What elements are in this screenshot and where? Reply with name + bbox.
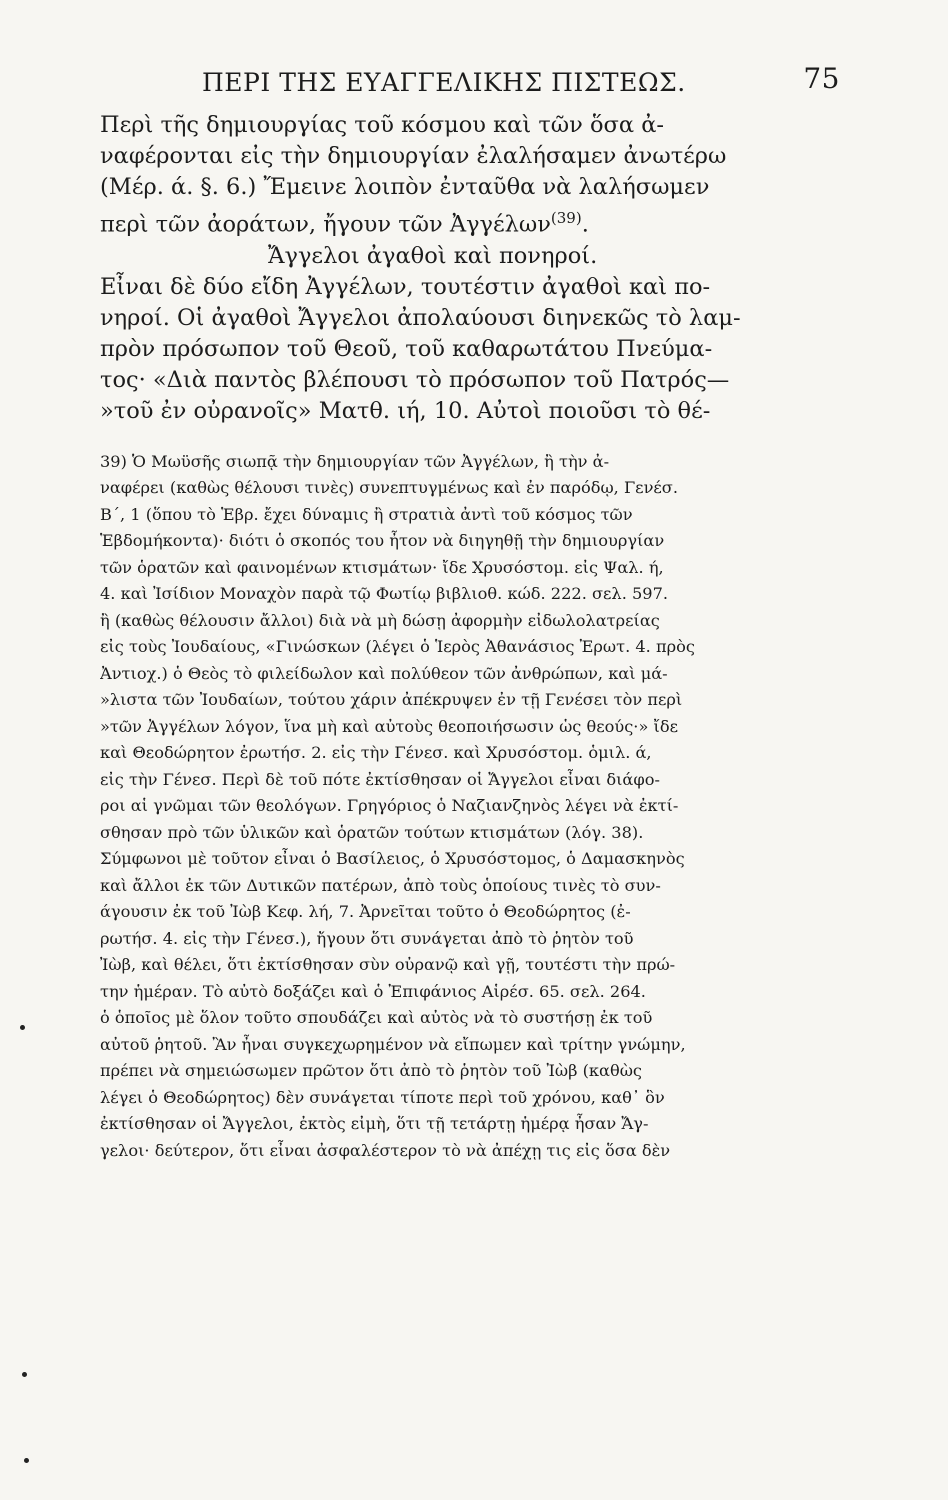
footnote-line: Ἑβδομήκοντα)· διότι ὁ σκοπός του ἦτον νὰ διηγηθῇ τὴν δημιουργίαν: [100, 531, 665, 550]
footnote-line: άγουσιν ἐκ τοῦ Ἰὼβ Κεφ. λή, 7. Ἀρνεῖται τοῦτο ὁ Θεοδώρητος (ἐ-: [100, 902, 631, 921]
footnote-line: ὁ ὁποῖος μὲ ὅλον τοῦτο σπουδάζει καὶ αὐτὸς νὰ τὸ συστήσῃ ἐκ τοῦ: [100, 1008, 653, 1027]
page-number: 75: [803, 62, 840, 95]
footnote-line: αὐτοῦ ῥητοῦ. Ἂν ἦναι συγκεχωρημένον νὰ εἴπωμεν καὶ τρίτην γνώμην,: [100, 1034, 686, 1054]
footnote-line: ἐκτίσθησαν οἱ Ἄγγελοι, ἐκτὸς εἰμὴ, ὅτι τῇ τετάρτῃ ἡμέρᾳ ἦσαν Ἄγ-: [100, 1114, 649, 1133]
footnote-line: »λιστα τῶν Ἰουδαίων, τούτου χάριν ἀπέκρυψεν ἐν τῇ Γενέσει τὸν περὶ: [100, 690, 683, 709]
footnote-line: ναφέρει (καθὼς θέλουσι τινὲς) συνεπτυγμένως καὶ ἐν παρόδῳ, Γενέσ.: [100, 478, 678, 497]
text-line: ναφέρονται εἰς τὴν δημιουργίαν ἐλαλήσαμεν ἀνωτέρω: [100, 143, 727, 169]
footnote-line: Σύμφωνοι μὲ τοῦτον εἶναι ὁ Βασίλειος, ὁ Χρυσόστομος, ὁ Δαμασκηνὸς: [100, 849, 685, 868]
text-fragment: .: [581, 211, 589, 238]
footnote-line: λέγει ὁ Θεοδώρητος) δὲν συνάγεται τίποτε περὶ τοῦ χρόνου, καθ᾽ ὃν: [100, 1087, 665, 1107]
footnote-line: καὶ Θεοδώρητον ἐρωτήσ. 2. εἰς τὴν Γένεσ. καὶ Χρυσόστομ. ὁμιλ. ά,: [100, 743, 652, 762]
footnote-reference: (39): [550, 209, 582, 227]
footnote-line: τῶν ὁρατῶν καὶ φαινομένων κτισμάτων· ἴδε Χρυσόστομ. εἰς Ψαλ. ή,: [100, 557, 664, 577]
footnote-line: γελοι· δεύτερον, ὅτι εἶναι ἀσφαλέστερον τὸ νὰ ἀπέχῃ τις εἰς ὅσα δὲν: [100, 1140, 671, 1160]
running-head-title: ΠΕΡΙ ΤΗΣ ΕΥΑΓΓΕΛΙΚΗΣ ΠΙΣΤΕΩΣ.: [202, 68, 686, 97]
text-line: νηροί. Οἱ ἀγαθοὶ Ἄγγελοι ἀπολαύουσι διηνεκῶς τὸ λαμ-: [100, 304, 741, 331]
footnote: [100, 449, 840, 1165]
footnote-line: σθησαν πρὸ τῶν ὑλικῶν καὶ ὁρατῶν τούτων κτισμάτων (λόγ. 38).: [100, 822, 644, 842]
footnote-line: 4. καὶ Ἰσίδιον Μοναχὸν παρὰ τῷ Φωτίῳ βιβλιοθ. κώδ. 222. σελ. 597.: [100, 584, 669, 603]
footnote-line: »τῶν Ἀγγέλων λόγον, ἵνα μὴ καὶ αὐτοὺς θεοποιήσωσιν ὡς θεούς·» ἴδε: [100, 716, 678, 736]
footnote-line: εἰς τοὺς Ἰουδαίους, «Γινώσκων (λέγει ὁ Ἱερὸς Ἀθανάσιος Ἐρωτ. 4. πρὸς: [100, 637, 695, 656]
footnote-line: πρέπει νὰ σημειώσωμεν πρῶτον ὅτι ἀπὸ τὸ ῥητὸν τοῦ Ἰὼβ (καθὼς: [100, 1061, 642, 1080]
footnote-line: Ἀντιοχ.) ὁ Θεὸς τὸ φιλείδωλον καὶ πολύθεον τῶν ἀνθρώπων, καὶ μά-: [100, 663, 668, 683]
footnote-line: καὶ ἄλλοι ἐκ τῶν Δυτικῶν πατέρων, ἀπὸ τοὺς ὁποίους τινὲς τὸ συν-: [100, 875, 661, 895]
footnote-line: Β΄, 1 (ὅπου τὸ Ἑβρ. ἔχει δύναμις ἢ στρατιὰ ἀντὶ τοῦ κόσμος τῶν: [100, 504, 633, 524]
main-text: [100, 110, 840, 427]
section-subheading: Ἄγγελοι ἀγαθοὶ καὶ πονηροί.: [268, 242, 598, 269]
text-line: Εἶναι δὲ δύο εἴδη Ἀγγέλων, τουτέστιν ἀγαθοὶ καὶ πο-: [100, 273, 711, 300]
text-line: (Μέρ. ά. §. 6.) Ἔμεινε λοιπὸν ἐνταῦθα νὰ λαλήσωμεν: [100, 174, 710, 200]
print-speck: [22, 1372, 27, 1377]
running-head: [100, 60, 840, 110]
footnote-line: ἢ (καθὼς θέλουσιν ἄλλοι) διὰ νὰ μὴ δώσῃ ἀφορμὴν εἰδωλολατρείας: [100, 610, 660, 630]
footnote-line: 39) Ὁ Μωϋσῆς σιωπᾷ τὴν δημιουργίαν τῶν Ἀγγέλων, ἢ τὴν ἀ-: [100, 451, 610, 471]
text-fragment: περὶ τῶν ἀοράτων, ἤγουν τῶν Ἀγγέλων: [100, 211, 551, 238]
footnote-line: εἰς τὴν Γένεσ. Περὶ δὲ τοῦ πότε ἐκτίσθησαν οἱ Ἄγγελοι εἶναι διάφο-: [100, 769, 660, 789]
print-speck: [24, 1458, 29, 1463]
footnote-line: ροι αἱ γνῶμαι τῶν θεολόγων. Γρηγόριος ὁ Ναζιανζηνὸς λέγει νὰ ἐκτί-: [100, 796, 679, 815]
text-line: »τοῦ ἐν οὐρανοῖς» Ματθ. ιή, 10. Αὐτοὶ ποιοῦσι τὸ θέ-: [100, 397, 711, 424]
footnote-line: την ἡμέραν. Τὸ αὐτὸ δοξάζει καὶ ὁ Ἐπιφάνιος Αἱρέσ. 65. σελ. 264.: [100, 981, 646, 1001]
footnote-line: ρωτήσ. 4. εἰς τὴν Γένεσ.), ἤγουν ὅτι συνάγεται ἀπὸ τὸ ῥητὸν τοῦ: [100, 928, 634, 948]
text-line: τος· «Διὰ παντὸς βλέπουσι τὸ πρόσωπον τοῦ Πατρός—: [100, 366, 730, 393]
print-speck: [20, 1025, 25, 1030]
text-line: πρὸν πρόσωπον τοῦ Θεοῦ, τοῦ καθαρωτάτου Πνεύμα-: [100, 335, 713, 362]
text-line: [100, 203, 840, 241]
footnote-line: Ἰὼβ, καὶ θέλει, ὅτι ἐκτίσθησαν σὺν οὐρανῷ καὶ γῇ, τουτέστι τὴν πρώ-: [100, 955, 676, 974]
book-page: [100, 60, 840, 1480]
text-line: Περὶ τῆς δημιουργίας τοῦ κόσμου καὶ τῶν ὅσα ἀ-: [100, 112, 664, 138]
